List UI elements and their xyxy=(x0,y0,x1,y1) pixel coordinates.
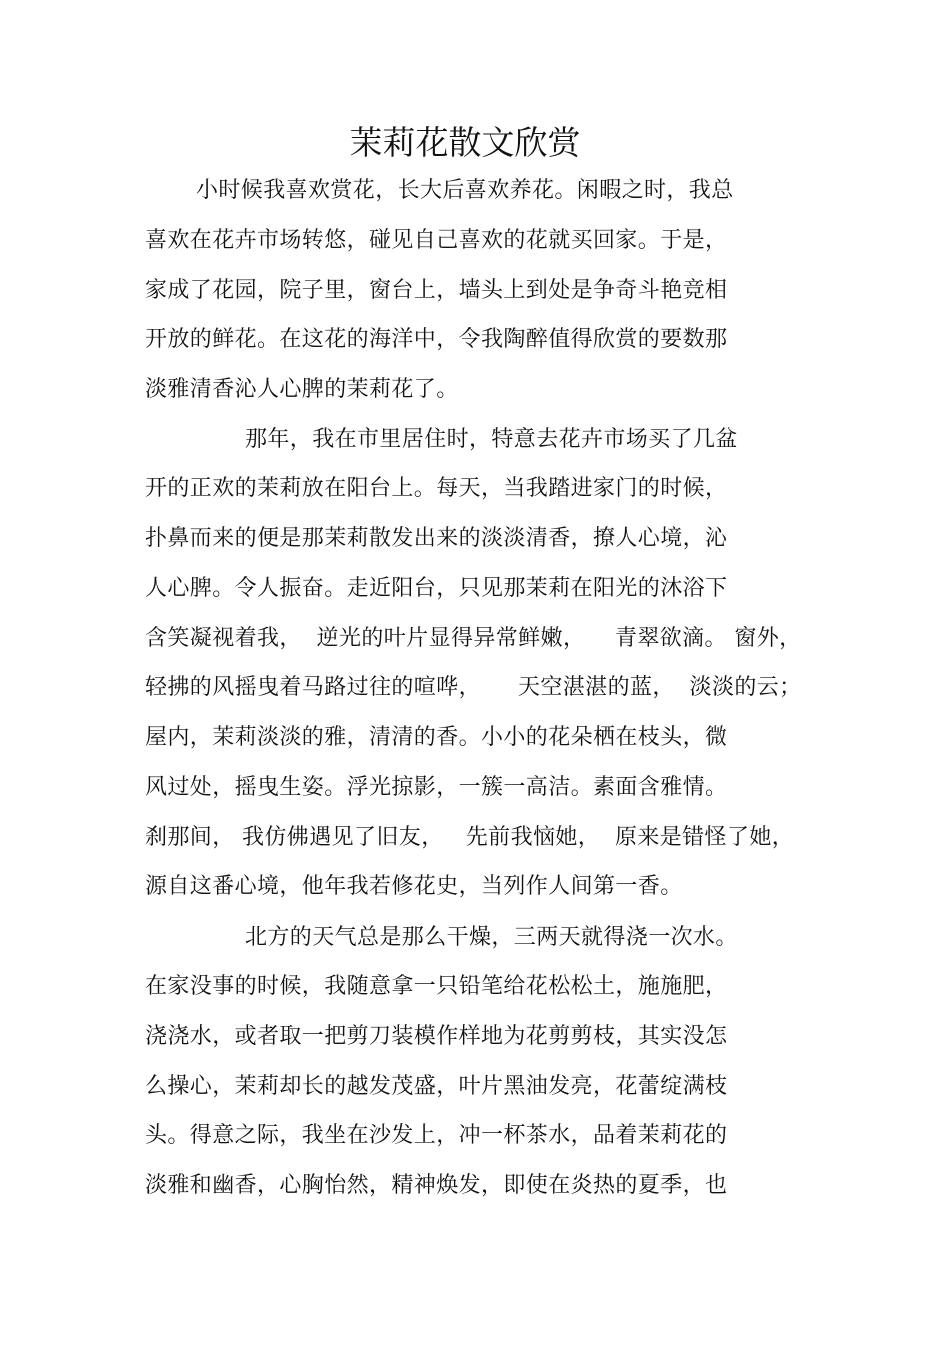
text-line: 家成了花园，院子里，窗台上，墙头上到处是争奇斗艳竞相 xyxy=(145,278,728,303)
text-line: 在家没事的时候，我随意拿一只铅笔给花松松土，施施肥， xyxy=(145,974,728,999)
text-line: 开的正欢的茉莉放在阳台上。每天，当我踏进家门的时候， xyxy=(145,476,728,501)
text-line: 含笑凝视着我， 逆光的叶片显得异常鲜嫩， 青翠欲滴。 窗外， xyxy=(145,626,802,651)
text-line: 人心脾。令人振奋。走近阳台，只见那茉莉在阳光的沐浴下 xyxy=(145,576,728,601)
text-line: 淡雅和幽香，心胸怡然，精神焕发，即使在炎热的夏季，也 xyxy=(145,1173,728,1198)
text-line: 小时候我喜欢赏花，长大后喜欢养花。闲暇之时，我总 xyxy=(196,178,734,203)
text-line: 扑鼻而来的便是那茉莉散发出来的淡淡清香，撩人心境，沁 xyxy=(145,526,728,551)
text-line: 北方的天气总是那么干燥，三两天就得浇一次水。 xyxy=(245,925,738,950)
text-line: 喜欢在花卉市场转悠，碰见自己喜欢的花就买回家。于是， xyxy=(145,228,728,253)
text-line: 么操心，茉莉却长的越发茂盛，叶片黑油发亮，花蕾绽满枝 xyxy=(145,1074,728,1099)
document-title: 茉莉花散文欣赏 xyxy=(349,123,581,162)
text-line: 头。得意之际，我坐在沙发上，冲一杯茶水，品着茉莉花的 xyxy=(145,1123,728,1148)
text-line: 源自这番心境，他年我若修花史，当列作人间第一香。 xyxy=(145,874,683,899)
text-line: 风过处，摇曳生姿。浮光掠影，一簇一高洁。素面含雅情。 xyxy=(145,775,728,800)
text-line: 屋内，茉莉淡淡的雅，清清的香。小小的花朵栖在枝头，微 xyxy=(145,725,728,750)
text-line: 开放的鲜花。在这花的海洋中，令我陶醉值得欣赏的要数那 xyxy=(145,327,728,352)
text-line: 轻拂的风摇曳着马路过往的喧哗， 天空湛湛的蓝， 淡淡的云； xyxy=(145,675,802,700)
text-line: 那年，我在市里居住时，特意去花卉市场买了几盆 xyxy=(245,427,738,452)
text-line: 浇浇水，或者取一把剪刀装模作样地为花剪剪枝，其实没怎 xyxy=(145,1024,728,1049)
text-line: 淡雅清香沁人心脾的茉莉花了。 xyxy=(145,377,459,402)
text-line: 刹那间， 我仿佛遇见了旧友， 先前我恼她， 原来是错怪了她， xyxy=(145,825,795,850)
